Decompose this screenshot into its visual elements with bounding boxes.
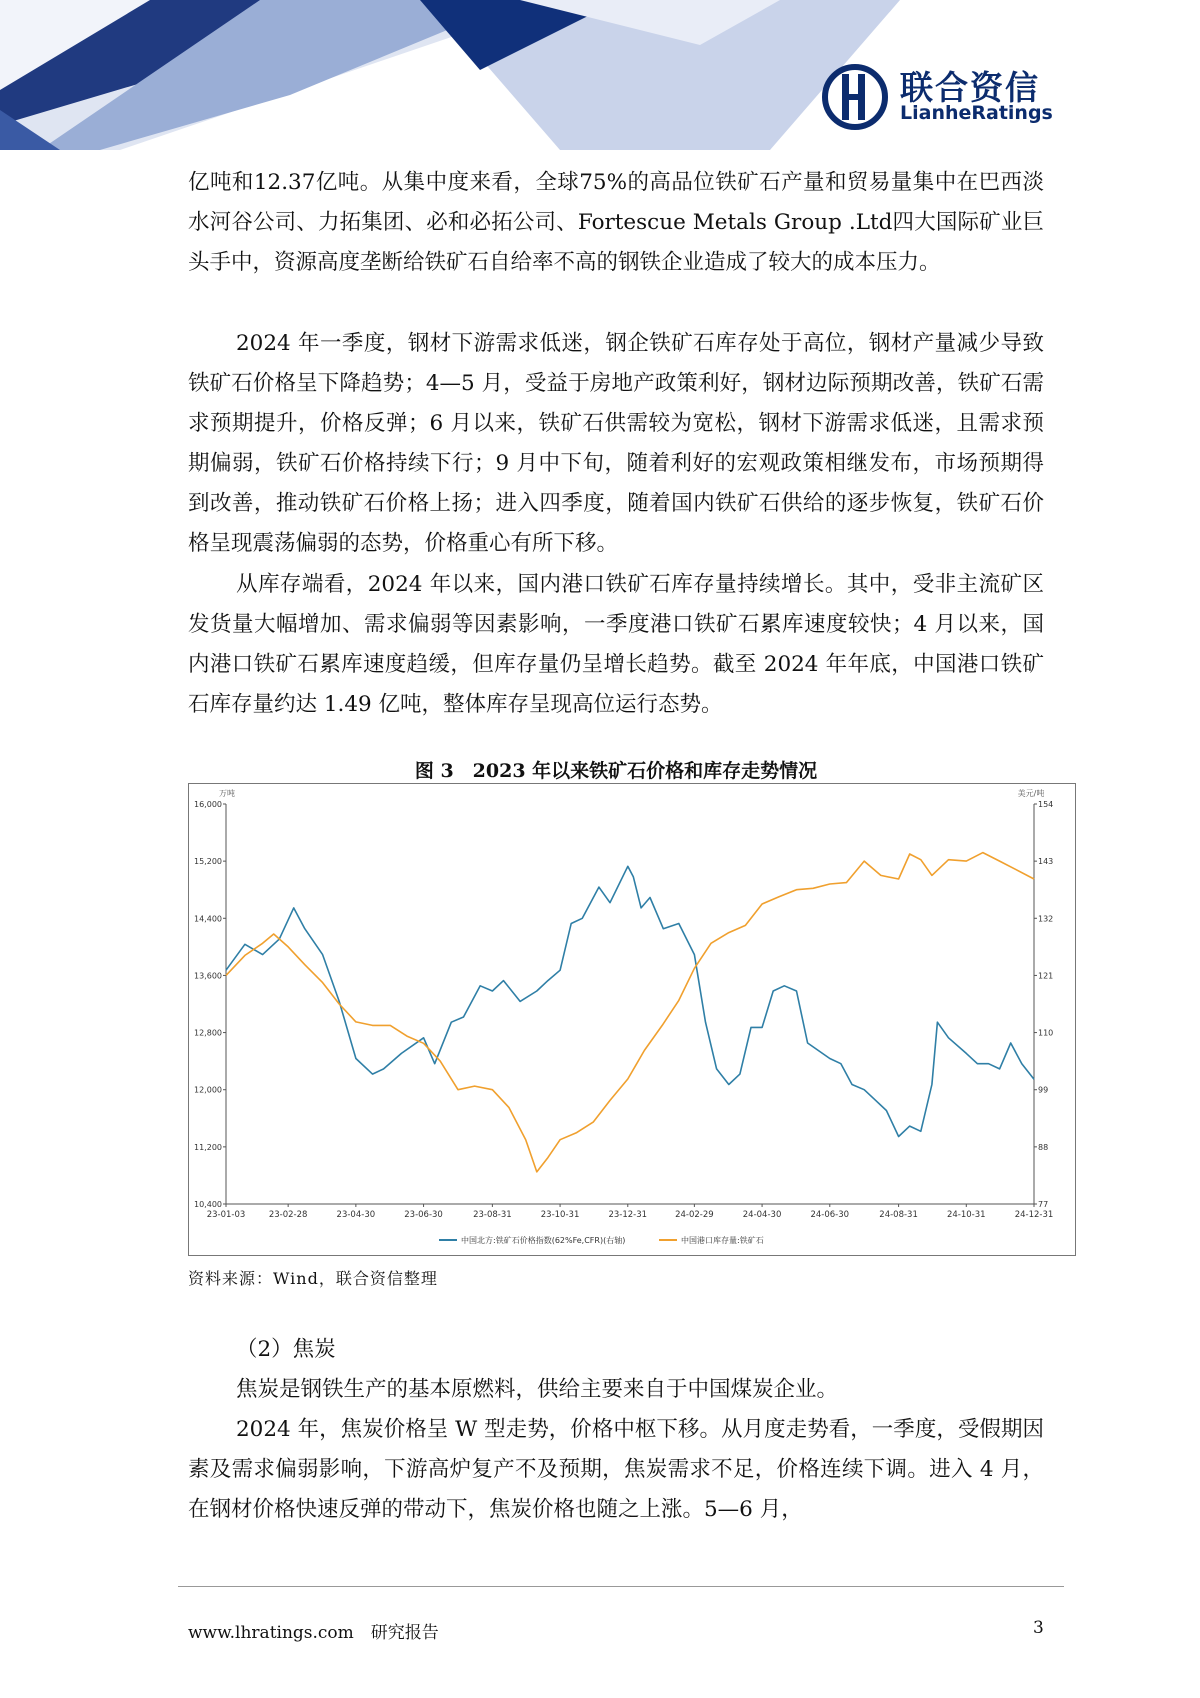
right-tick-label: 110 xyxy=(1038,1028,1054,1038)
left-tick-label: 11,200 xyxy=(194,1142,222,1152)
figure-source: 资料来源：Wind，联合资信整理 xyxy=(188,1269,438,1288)
x-tick-label: 24-02-29 xyxy=(675,1210,714,1220)
right-tick-label: 143 xyxy=(1038,857,1054,867)
x-tick-label: 24-10-31 xyxy=(946,1210,986,1220)
x-tick-label: 24-08-31 xyxy=(879,1210,918,1220)
left-tick-label: 13,600 xyxy=(194,971,222,981)
x-tick-label: 23-08-31 xyxy=(473,1210,512,1220)
paragraph-5: 2024 年，焦炭价格呈 W 型走势，价格中枢下移。从月度走势看，一季度，受假期因素及需求偏弱影响，下游高炉复产不及预期，焦炭需求不足，价格连续下调。进入 4 月，在钢材价格快速反弹的带动下，焦炭价格也随之上涨。5—6 月， xyxy=(188,1417,1044,1522)
x-tick-label: 23-02-28 xyxy=(268,1210,308,1220)
series-line-1 xyxy=(226,866,1034,1136)
right-tick-label: 88 xyxy=(1038,1142,1049,1152)
logo-mark-icon xyxy=(820,62,890,132)
x-tick-label: 24-06-30 xyxy=(810,1210,850,1220)
x-tick-label: 23-06-30 xyxy=(404,1210,443,1220)
paragraph-4: 焦炭是钢铁生产的基本原燃料，供给主要来自于中国煤炭企业。 xyxy=(236,1377,839,1402)
x-tick-label: 24-04-30 xyxy=(742,1210,782,1220)
left-tick-label: 10,400 xyxy=(194,1200,222,1209)
paragraph-3: 从库存端看，2024 年以来，国内港口铁矿石库存量持续增长。其中，受非主流矿区发货量大幅增加、需求偏弱等因素影响，一季度港口铁矿石累库速度较快；4 月以来，国内港口铁矿石累库速度趋缓，但库存量仍呈增长趋势。截至 2024 年年底，中国港口铁矿石库存量约达 1.49 亿吨，整体库存呈现高位运行态势。 xyxy=(188,572,1044,717)
legend-label-2: 中国港口库存量:铁矿石 xyxy=(681,1236,764,1245)
paragraph-2: 2024 年一季度，钢材下游需求低迷，钢企铁矿石库存处于高位，钢材产量减少导致铁矿石价格呈下降趋势；4—5 月，受益于房地产政策利好，钢材边际预期改善，铁矿石需求预期提升，价格反弹；6 月以来，铁矿石供需较为宽松，钢材下游需求低迷，且需求预期偏弱，铁矿石价格持续下行；9 月中下旬，随着利好的宏观政策相继发布，市场预期得到改善，推动铁矿石价格上扬；进入四季度，随着国内铁矿石供给的逐步恢复，铁矿石价格呈现震荡偏弱的态势，价格重心有所下移。 xyxy=(188,331,1044,556)
legend-label-1: 中国北方:铁矿石价格指数(62%Fe,CFR)(右轴) xyxy=(461,1236,626,1245)
x-tick-label: 23-01-03 xyxy=(206,1210,246,1220)
footer-site: www.lhratings.com 研究报告 xyxy=(188,1623,439,1643)
left-tick-label: 15,200 xyxy=(194,857,222,867)
left-tick-label: 16,000 xyxy=(194,800,222,809)
right-tick-label: 77 xyxy=(1038,1200,1049,1209)
footer-divider xyxy=(178,1586,1064,1587)
page-number: 3 xyxy=(1033,1618,1044,1638)
left-tick-label: 12,800 xyxy=(194,1028,222,1038)
logo-chinese-name: 联合资信 xyxy=(900,68,1040,107)
section-heading: （2）焦炭 xyxy=(236,1337,336,1362)
figure-title: 图 3 2023 年以来铁矿石价格和库存走势情况 xyxy=(414,760,818,782)
left-unit-label: 万吨 xyxy=(219,789,235,798)
left-tick-label: 14,400 xyxy=(194,914,222,924)
right-tick-label: 99 xyxy=(1038,1085,1049,1095)
right-tick-label: 132 xyxy=(1038,914,1054,924)
x-tick-label: 23-04-30 xyxy=(336,1210,376,1220)
series-line-2 xyxy=(226,853,1034,1172)
chart-container xyxy=(188,783,1076,1256)
x-tick-label: 23-12-31 xyxy=(608,1210,648,1220)
price-inventory-chart xyxy=(189,784,1075,1255)
company-logo xyxy=(820,62,1053,132)
right-tick-label: 121 xyxy=(1038,971,1054,981)
paragraph-1: 亿吨和12.37亿吨。从集中度来看，全球75%的高品位铁矿石产量和贸易量集中在巴西淡水河谷公司、力拓集团、必和必拓公司、Fortescue Metals Group .Ltd四大国际矿业巨头手中，资源高度垄断给铁矿石自给率不高的钢铁企业造成了较大的成本压力。 xyxy=(188,170,1044,275)
right-unit-label: 美元/吨 xyxy=(1017,789,1045,798)
left-tick-label: 12,000 xyxy=(194,1085,222,1095)
x-tick-label: 24-12-31 xyxy=(1014,1210,1054,1220)
right-tick-label: 154 xyxy=(1038,800,1054,809)
x-tick-label: 23-10-31 xyxy=(540,1210,580,1220)
section-coke xyxy=(188,1330,1044,1530)
logo-english-name: LianheRatings xyxy=(900,102,1053,124)
